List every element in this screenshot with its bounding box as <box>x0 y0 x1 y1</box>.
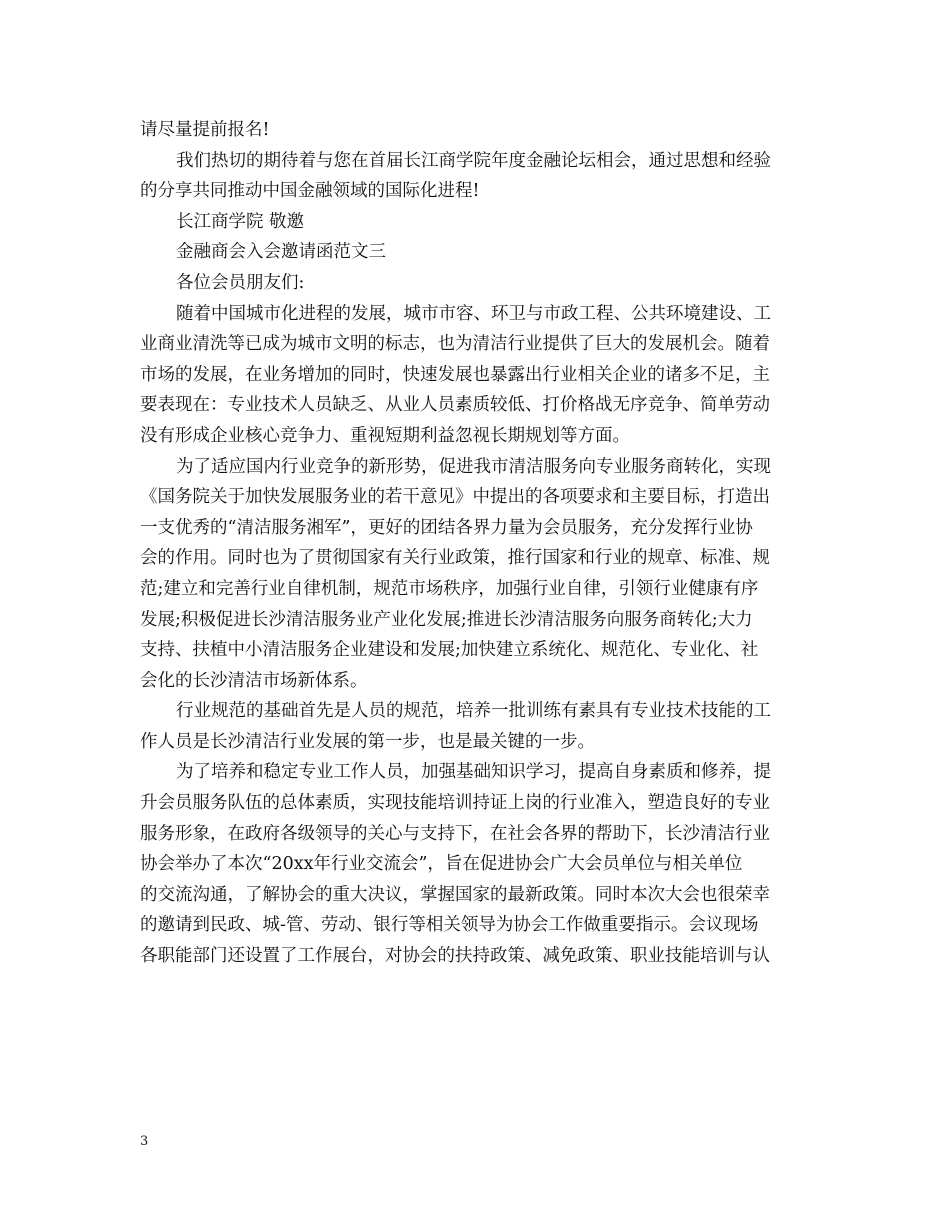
text-line: 市场的发展，在业务增加的同时，快速发展也暴露出行业相关企业的诸多不足，主 <box>140 364 770 385</box>
text-line: 要表现在：专业技术人员缺乏、从业人员素质较低、打价格战无序竞争、简单劳动 <box>140 395 770 416</box>
text-line: 发展;积极促进长沙清洁服务业产业化发展;推进长沙清洁服务向服务商转化;大力 <box>140 609 753 630</box>
text-line: 的分享共同推动中国金融领域的国际化进程! <box>140 181 480 202</box>
text-line: 为了适应国内行业竞争的新形势，促进我市清洁服务向专业服务商转化，实现 <box>176 456 771 477</box>
text-line: 服务形象，在政府各级领导的关心与支持下，在社会各界的帮助下，长沙清洁行业 <box>140 823 770 844</box>
text-line: 《国务院关于加快发展服务业的若干意见》中提出的各项要求和主要目标，打造出 <box>140 487 770 508</box>
text-line: 协会举办了本次“20xx年行业交流会”，旨在促进协会广大会员单位与相关单位 <box>140 854 743 875</box>
text-line: 作人员是长沙清洁行业发展的第一步，也是最关键的一步。 <box>140 731 595 752</box>
text-line: 金融商会入会邀请函范文三 <box>176 242 386 263</box>
text-line: 的邀请到民政、城-管、劳动、银行等相关领导为协会工作做重要指示。会议现场 <box>140 915 759 936</box>
text-line: 请尽量提前报名! <box>140 120 270 140</box>
text-line: 各位会员朋友们: <box>176 272 305 293</box>
text-line: 一支优秀的“清洁服务湘军”，更好的团结各界力量为会员服务，充分发挥行业协 <box>140 517 753 538</box>
text-line: 长江商学院 敬邀 <box>176 211 305 232</box>
text-line: 行业规范的基础首先是人员的规范，培养一批训练有素具有专业技术技能的工 <box>176 701 771 722</box>
text-line: 支持、扶植中小清洁服务企业建设和发展;加快建立系统化、规范化、专业化、社 <box>140 640 759 661</box>
text-line: 业商业清洗等已成为城市文明的标志，也为清洁行业提供了巨大的发展机会。随着 <box>140 334 770 355</box>
text-line: 为了培养和稳定专业工作人员，加强基础知识学习，提高自身素质和修养，提 <box>176 762 771 783</box>
document-body <box>140 115 812 972</box>
text-line: 随着中国城市化进程的发展，城市市容、环卫与市政工程、公共环境建设、工 <box>176 303 771 324</box>
text-line: 没有形成企业核心竞争力、重视短期利益忽视长期规划等方面。 <box>140 425 630 446</box>
text-line: 的交流沟通，了解协会的重大决议，掌握国家的最新政策。同时本次大会也很荣幸 <box>140 884 770 905</box>
text-line: 会的作用。同时也为了贯彻国家有关行业政策，推行国家和行业的规章、标准、规 <box>140 548 770 569</box>
text-line: 范;建立和完善行业自律机制，规范市场秩序，加强行业自律，引领行业健康有序 <box>140 578 759 599</box>
text-line: 各职能部门还设置了工作展台，对协会的扶持政策、减免政策、职业技能培训与认 <box>140 946 770 967</box>
page-number: 3 <box>140 1134 149 1149</box>
text-line: 升会员服务队伍的总体素质，实现技能培训持证上岗的行业准入，塑造良好的专业 <box>140 793 770 814</box>
text-line: 会化的长沙清洁市场新体系。 <box>140 670 368 691</box>
text-line: 我们热切的期待着与您在首届长江商学院年度金融论坛相会，通过思想和经验 <box>176 150 771 171</box>
